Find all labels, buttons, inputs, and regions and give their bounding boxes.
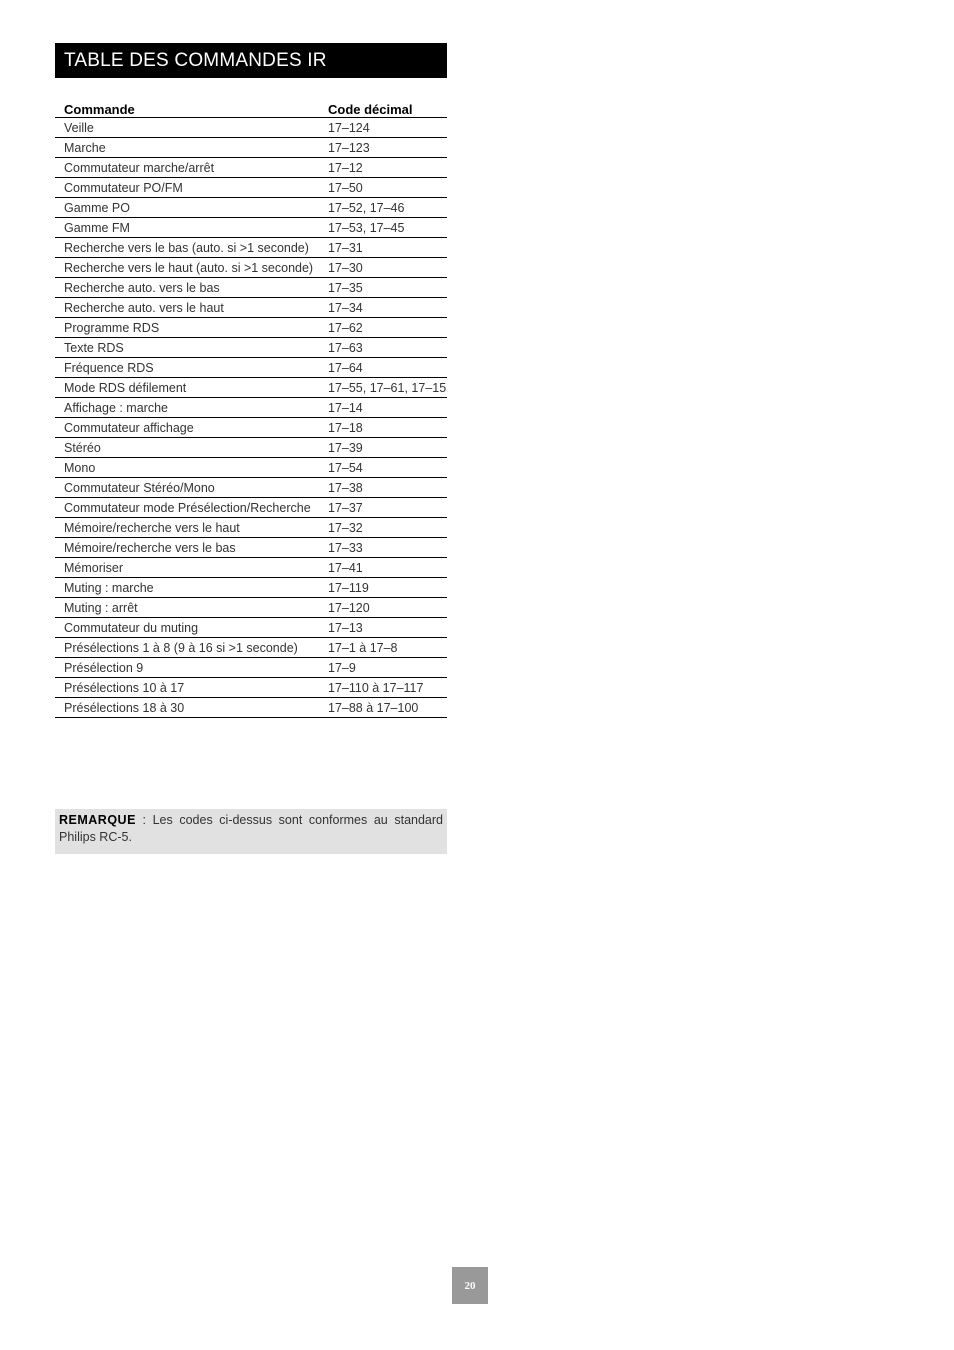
table-row bbox=[55, 638, 447, 658]
command-cell: Programme RDS bbox=[55, 318, 319, 338]
command-cell: Recherche auto. vers le bas bbox=[55, 278, 319, 298]
code-cell: 17–63 bbox=[319, 338, 447, 358]
code-cell: 17–9 bbox=[319, 658, 447, 678]
code-cell: 17–110 à 17–117 bbox=[319, 678, 447, 698]
table-row bbox=[55, 238, 447, 258]
table-row bbox=[55, 698, 447, 718]
table-row bbox=[55, 178, 447, 198]
table-row bbox=[55, 298, 447, 318]
command-cell: Présélections 10 à 17 bbox=[55, 678, 319, 698]
page-number: 20 bbox=[452, 1267, 488, 1304]
note-box bbox=[55, 809, 447, 854]
command-cell: Commutateur PO/FM bbox=[55, 178, 319, 198]
code-cell: 17–38 bbox=[319, 478, 447, 498]
section-title-bar bbox=[55, 43, 447, 78]
ir-commands-table bbox=[55, 97, 447, 718]
table-body bbox=[55, 118, 447, 718]
command-cell: Recherche auto. vers le haut bbox=[55, 298, 319, 318]
table-row bbox=[55, 378, 447, 398]
code-cell: 17–30 bbox=[319, 258, 447, 278]
command-cell: Recherche vers le haut (auto. si >1 seconde) bbox=[55, 258, 319, 278]
table-row bbox=[55, 678, 447, 698]
table-row bbox=[55, 618, 447, 638]
command-cell: Gamme PO bbox=[55, 198, 319, 218]
code-cell: 17–12 bbox=[319, 158, 447, 178]
code-cell: 17–54 bbox=[319, 458, 447, 478]
table-row bbox=[55, 658, 447, 678]
code-cell: 17–52, 17–46 bbox=[319, 198, 447, 218]
code-cell: 17–124 bbox=[319, 118, 447, 138]
code-cell: 17–37 bbox=[319, 498, 447, 518]
code-cell: 17–64 bbox=[319, 358, 447, 378]
command-cell: Présélection 9 bbox=[55, 658, 319, 678]
table-row bbox=[55, 158, 447, 178]
table-row bbox=[55, 338, 447, 358]
section-title: TABLE DES COMMANDES IR bbox=[64, 49, 327, 71]
code-cell: 17–39 bbox=[319, 438, 447, 458]
code-cell: 17–13 bbox=[319, 618, 447, 638]
note-text: : Les codes ci-dessus sont conformes au standard Philips RC-5. bbox=[59, 813, 443, 844]
command-cell: Mémoriser bbox=[55, 558, 319, 578]
command-cell: Mémoire/recherche vers le haut bbox=[55, 518, 319, 538]
table-row bbox=[55, 558, 447, 578]
code-cell: 17–50 bbox=[319, 178, 447, 198]
command-cell: Commutateur du muting bbox=[55, 618, 319, 638]
command-cell: Commutateur marche/arrêt bbox=[55, 158, 319, 178]
code-cell: 17–31 bbox=[319, 238, 447, 258]
code-cell: 17–41 bbox=[319, 558, 447, 578]
table-row bbox=[55, 498, 447, 518]
command-cell: Présélections 1 à 8 (9 à 16 si >1 seconde) bbox=[55, 638, 319, 658]
code-cell: 17–34 bbox=[319, 298, 447, 318]
command-cell: Recherche vers le bas (auto. si >1 seconde) bbox=[55, 238, 319, 258]
command-cell: Fréquence RDS bbox=[55, 358, 319, 378]
table-row bbox=[55, 218, 447, 238]
table-row bbox=[55, 138, 447, 158]
command-cell: Présélections 18 à 30 bbox=[55, 698, 319, 718]
code-cell: 17–88 à 17–100 bbox=[319, 698, 447, 718]
code-cell: 17–18 bbox=[319, 418, 447, 438]
column-header-command: Commande bbox=[55, 97, 319, 118]
table-row bbox=[55, 258, 447, 278]
command-cell: Stéréo bbox=[55, 438, 319, 458]
code-cell: 17–14 bbox=[319, 398, 447, 418]
code-cell: 17–1 à 17–8 bbox=[319, 638, 447, 658]
table-row bbox=[55, 438, 447, 458]
table-row bbox=[55, 198, 447, 218]
table-row bbox=[55, 478, 447, 498]
code-cell: 17–55, 17–61, 17–15 bbox=[319, 378, 447, 398]
table-row bbox=[55, 578, 447, 598]
code-cell: 17–33 bbox=[319, 538, 447, 558]
command-cell: Veille bbox=[55, 118, 319, 138]
table-row bbox=[55, 278, 447, 298]
command-cell: Muting : arrêt bbox=[55, 598, 319, 618]
code-cell: 17–120 bbox=[319, 598, 447, 618]
command-cell: Gamme FM bbox=[55, 218, 319, 238]
code-cell: 17–32 bbox=[319, 518, 447, 538]
table-header-row bbox=[55, 97, 447, 118]
table-row bbox=[55, 358, 447, 378]
table-row bbox=[55, 598, 447, 618]
command-cell: Mode RDS défilement bbox=[55, 378, 319, 398]
table-row bbox=[55, 518, 447, 538]
command-cell: Affichage : marche bbox=[55, 398, 319, 418]
table-row bbox=[55, 398, 447, 418]
note-label: REMARQUE bbox=[59, 813, 136, 827]
table-row bbox=[55, 118, 447, 138]
table-row bbox=[55, 458, 447, 478]
table-row bbox=[55, 538, 447, 558]
code-cell: 17–62 bbox=[319, 318, 447, 338]
table-row bbox=[55, 418, 447, 438]
command-cell: Commutateur affichage bbox=[55, 418, 319, 438]
code-cell: 17–119 bbox=[319, 578, 447, 598]
code-cell: 17–123 bbox=[319, 138, 447, 158]
command-cell: Mémoire/recherche vers le bas bbox=[55, 538, 319, 558]
command-cell: Texte RDS bbox=[55, 338, 319, 358]
table-row bbox=[55, 318, 447, 338]
command-cell: Commutateur mode Présélection/Recherche bbox=[55, 498, 319, 518]
code-cell: 17–53, 17–45 bbox=[319, 218, 447, 238]
command-cell: Muting : marche bbox=[55, 578, 319, 598]
command-cell: Mono bbox=[55, 458, 319, 478]
command-cell: Commutateur Stéréo/Mono bbox=[55, 478, 319, 498]
code-cell: 17–35 bbox=[319, 278, 447, 298]
column-header-code: Code décimal bbox=[319, 97, 447, 118]
command-cell: Marche bbox=[55, 138, 319, 158]
